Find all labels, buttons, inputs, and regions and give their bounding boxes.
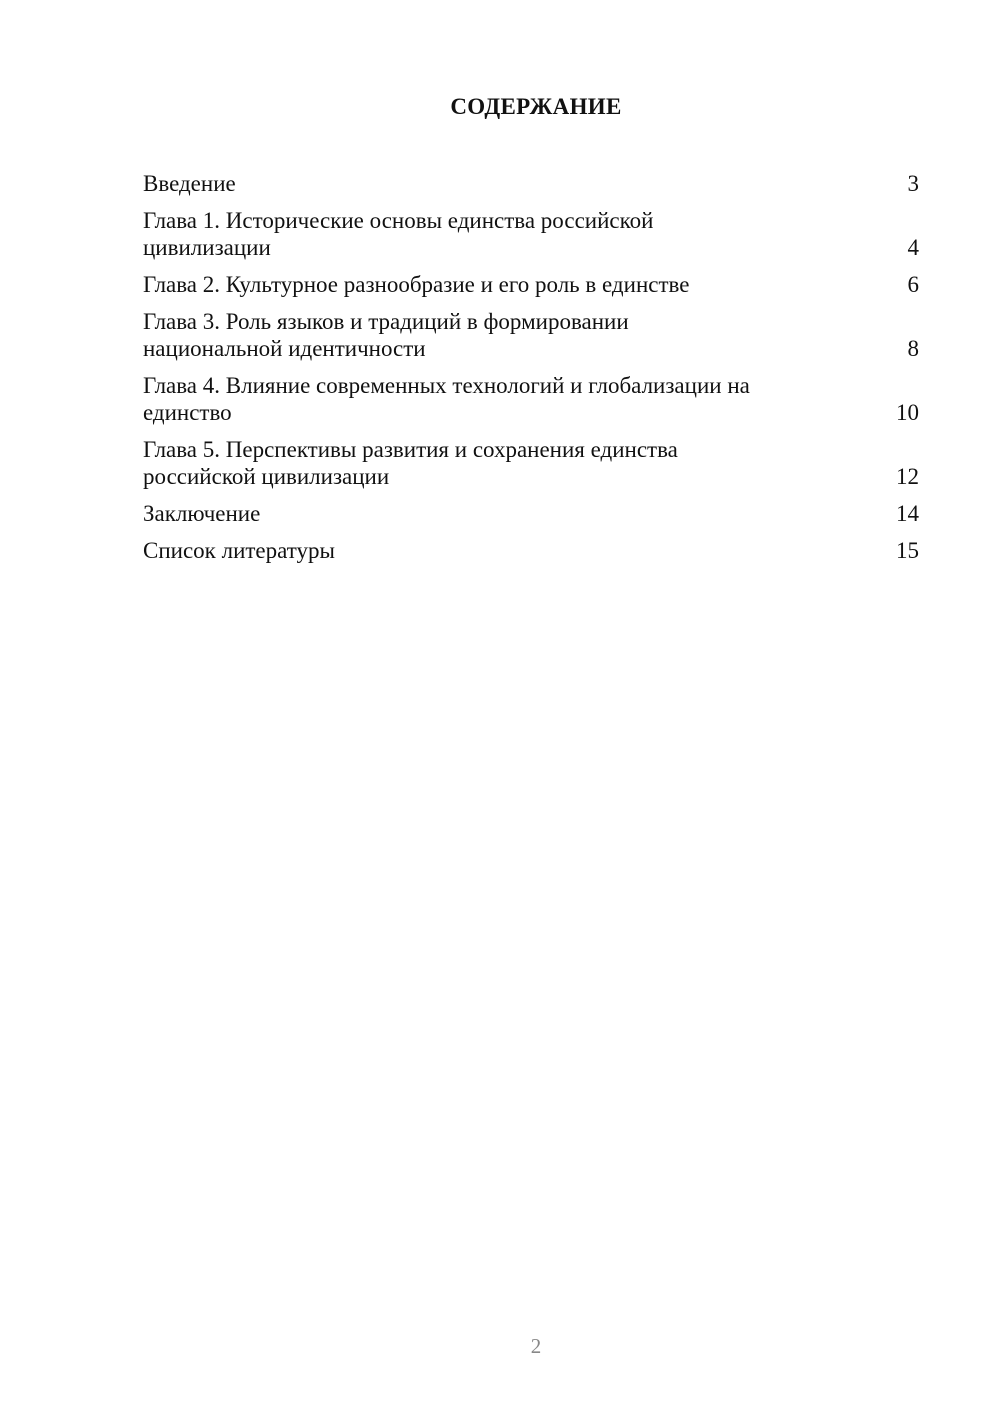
toc-entry-title-line: российской цивилизации xyxy=(143,464,390,489)
toc-entry-page: 15 xyxy=(896,538,919,563)
toc-entry-title-line: Введение xyxy=(143,171,236,196)
toc-entry-page: 6 xyxy=(907,272,919,297)
toc-entry-page: 14 xyxy=(896,501,919,526)
toc-entry-page: 3 xyxy=(907,171,919,196)
toc-entry-title-line: Список литературы xyxy=(143,538,335,563)
toc-entry-bibliography xyxy=(143,537,919,564)
toc-entry-chapter-1 xyxy=(143,207,919,261)
toc-entry-title-line: Глава 1. Исторические основы единства российской xyxy=(143,208,654,233)
toc-entry-title-line: единство xyxy=(143,400,232,425)
toc-entry-title-line: Глава 4. Влияние современных технологий и глобализации на xyxy=(143,373,750,398)
toc-entry-page: 12 xyxy=(896,464,919,489)
toc-entry-chapter-4 xyxy=(143,372,919,426)
toc-entry-page: 10 xyxy=(896,400,919,425)
toc-entry-page: 8 xyxy=(907,336,919,361)
toc-entry-title xyxy=(143,500,889,527)
toc-entry-title xyxy=(143,170,889,197)
toc-entry-page: 4 xyxy=(907,235,919,260)
toc-entry-title xyxy=(143,436,889,490)
toc-entry-title-line: цивилизации xyxy=(143,235,271,260)
toc-entry-chapter-5 xyxy=(143,436,919,490)
toc-entry-title xyxy=(143,207,889,261)
toc-entry-title-line: Глава 2. Культурное разнообразие и его роль в единстве xyxy=(143,272,690,297)
toc-entry-title-line: национальной идентичности xyxy=(143,336,426,361)
toc-entry-title-line: Глава 3. Роль языков и традиций в формировании xyxy=(143,309,629,334)
toc-entry-title xyxy=(143,308,889,362)
toc-entry-chapter-2 xyxy=(143,271,919,298)
toc-entry-title xyxy=(143,537,889,564)
toc-entry-title-line: Заключение xyxy=(143,501,261,526)
toc-entry-title xyxy=(143,271,889,298)
toc-entry-title xyxy=(143,372,889,426)
toc-entry-chapter-3 xyxy=(143,308,919,362)
table-of-contents xyxy=(143,170,919,574)
toc-entry-title-line: Глава 5. Перспективы развития и сохранения единства xyxy=(143,437,678,462)
page-number: 2 xyxy=(530,1334,542,1358)
page-title: СОДЕРЖАНИЕ xyxy=(450,94,622,119)
toc-entry-conclusion xyxy=(143,500,919,527)
toc-entry-introduction xyxy=(143,170,919,197)
